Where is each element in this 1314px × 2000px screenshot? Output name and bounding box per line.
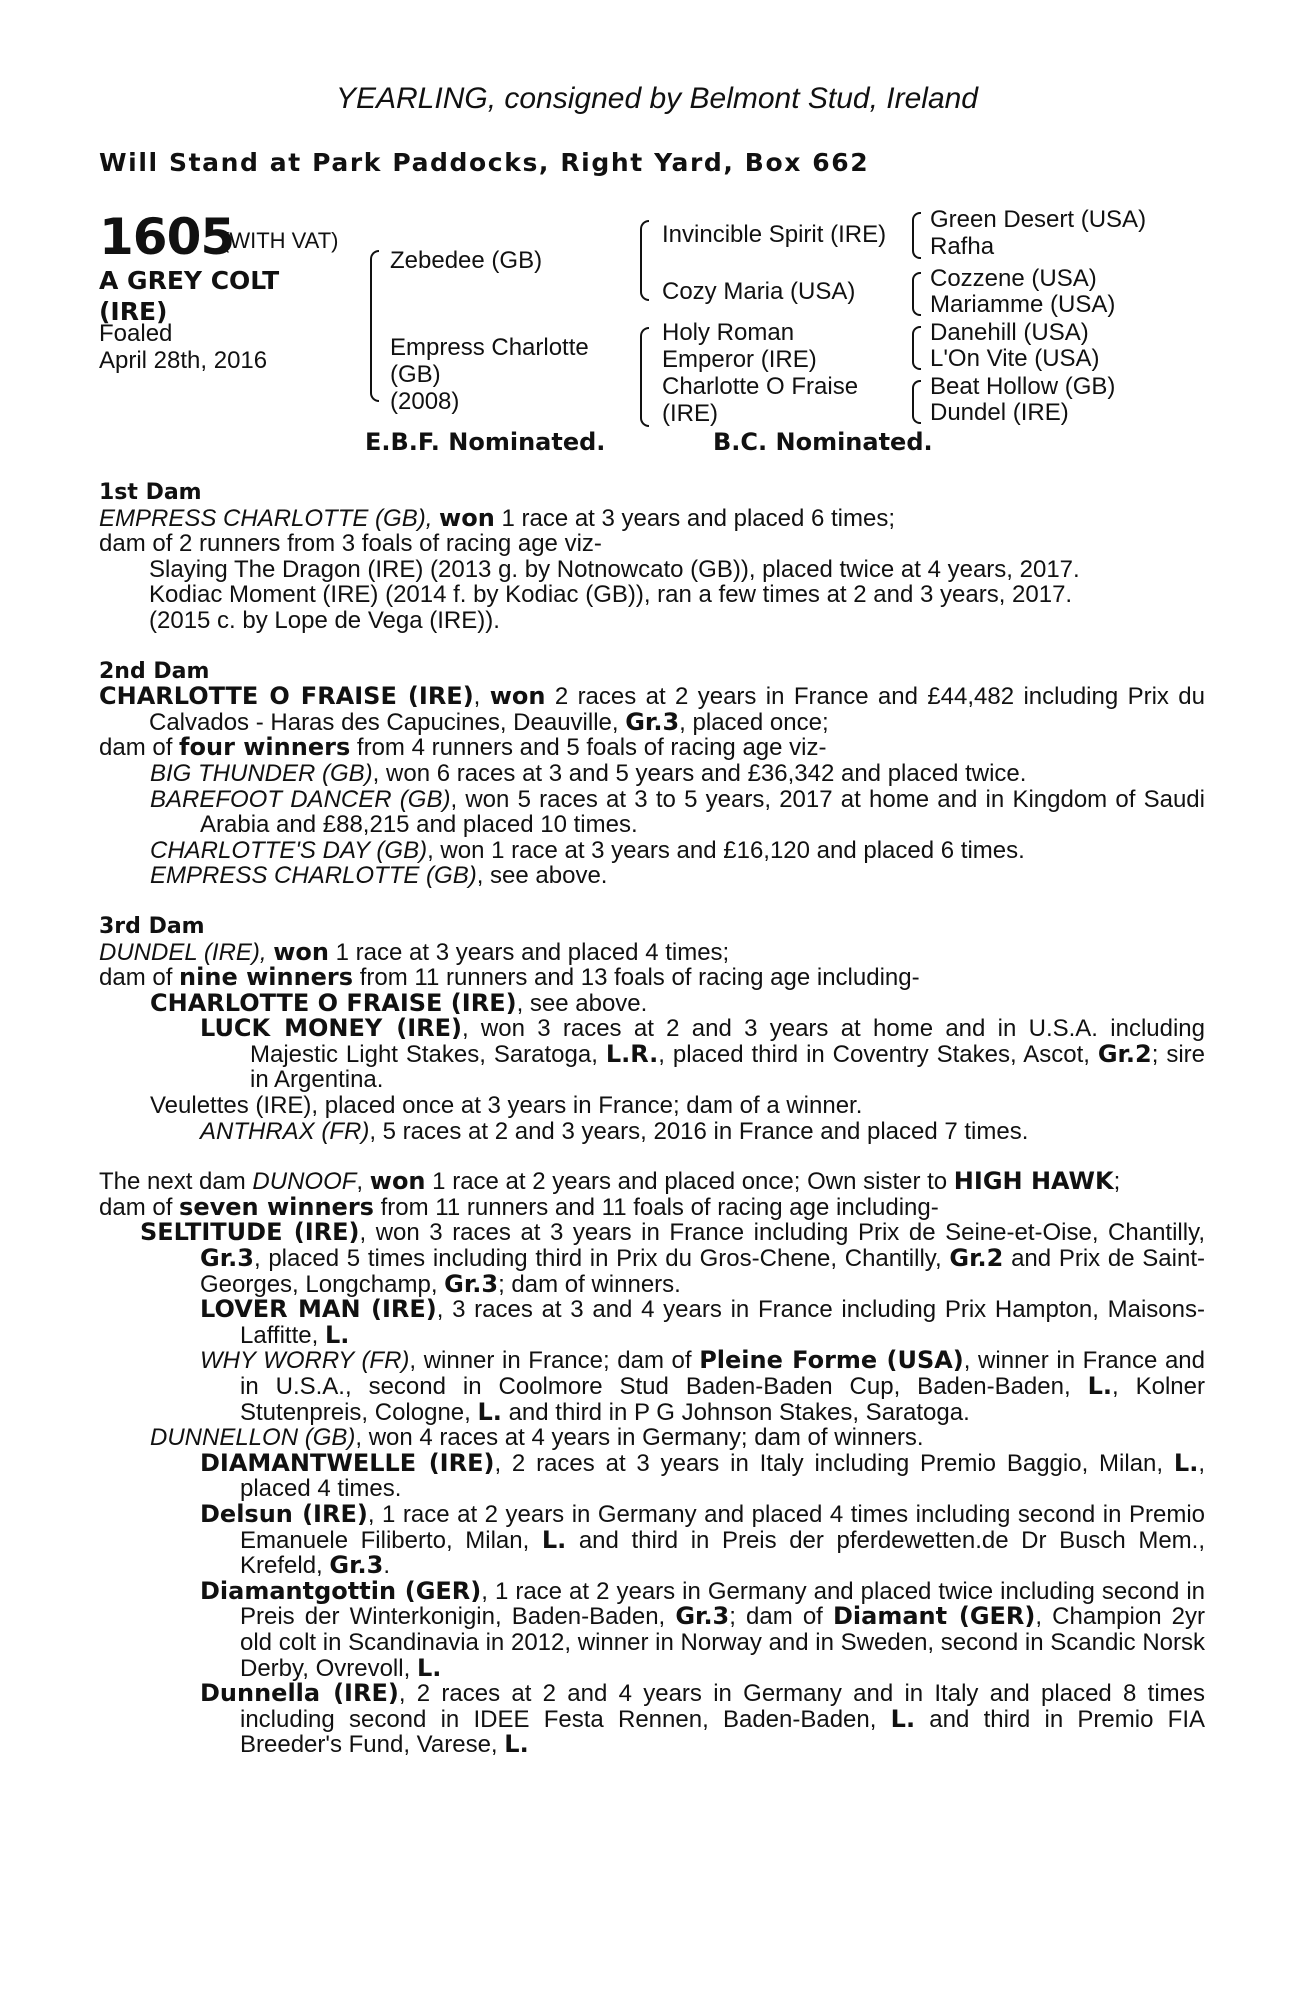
gen3-brace-3 [912, 326, 921, 370]
pedigree-sire-sire: Invincible Spirit (IRE) [662, 221, 887, 248]
first-dam-line: EMPRESS CHARLOTTE (GB), won 1 race at 3 years and placed 6 times; [99, 503, 896, 532]
next-dam-dunnellon: DUNNELLON (GB), won 4 races at 4 years in Germany; dam of winners. [150, 1424, 924, 1452]
second-dam-offspring-3: CHARLOTTE'S DAY (GB), won 1 race at 3 years and £16,120 and placed 6 times. [150, 836, 1025, 864]
pedigree-sire: Zebedee (GB) [390, 247, 543, 274]
first-dam-heading: 1st Dam [99, 480, 202, 505]
third-dam-offspring-4: ANTHRAX (FR), 5 races at 2 and 3 years, 2016 in France and placed 7 times. [200, 1117, 1029, 1145]
sex-line-2: (IRE) [99, 297, 168, 326]
dam-parents-brace [640, 327, 649, 427]
sire-dam-brace [370, 250, 379, 402]
gen3-brace-2 [912, 272, 921, 316]
foaled-info [99, 320, 267, 374]
first-dam-offspring-2: Kodiac Moment (IRE) (2014 f. by Kodiac (GB)), ran a few times at 2 and 3 years, 2017. [149, 581, 1073, 609]
second-dam-line: CHARLOTTE O FRAISE (IRE), won 2 races at 2 years in France and £44,482 including Prix du Calvados - Haras des Capucines, Deauville, Gr.3, placed once; [99, 682, 1205, 736]
second-dam-offspring-2: BAREFOOT DANCER (GB), won 5 races at 3 to 5 years, 2017 at home and in Kingdom of Saudi Arabia and £88,215 and placed 10 times. [150, 785, 1205, 839]
next-dam-line: The next dam DUNOOF, won 1 race at 2 years and placed once; Own sister to HIGH HAWK; [99, 1167, 1121, 1196]
gen3-brace-4 [912, 380, 921, 424]
second-dam-heading: 2nd Dam [99, 658, 210, 684]
pedigree-dam-sire: Holy Roman Emperor (IRE) [662, 319, 817, 373]
pedigree-sdd: Mariamme (USA) [930, 291, 1116, 318]
third-dam-produce: dam of nine winners from 11 runners and 13 foals of racing age including- [99, 963, 920, 992]
pedigree-ssd: Rafha [930, 233, 995, 260]
third-dam-heading: 3rd Dam [99, 913, 205, 939]
third-dam-line: DUNDEL (IRE), won 1 race at 3 years and placed 4 times; [99, 937, 730, 966]
pedigree-dss: Danehill (USA) [930, 319, 1089, 346]
lot-description [99, 265, 339, 327]
pedigree-dam: Empress Charlotte (GB) (2008) [390, 334, 589, 415]
pedigree-dsd: L'On Vite (USA) [930, 345, 1100, 372]
stand-location: Will Stand at Park Paddocks, Right Yard, Box 662 [99, 148, 870, 177]
sex-line-1: A GREY COLT [99, 266, 280, 295]
foaled-date: April 28th, 2016 [99, 347, 268, 374]
produce-record [99, 480, 1205, 1758]
dunnellon-delsun: Delsun (IRE), 1 race at 2 years in Germany and placed 4 times including second in Premio Emanuele Filiberto, Milan, L. and third in Preis der pferdewetten.de Dr Busch Mem., Krefeld, Gr.3. [200, 1499, 1206, 1580]
second-dam-produce: dam of four winners from 4 runners and 5 foals of racing age viz- [99, 733, 827, 762]
dunnellon-dunnella: Dunnella (IRE), 2 races at 2 and 4 years in Germany and in Italy and placed 8 times including second in IDEE Festa Rennen, Baden-Baden, L. and third in Premio FIA Breeder's Fund, Varese, L. [200, 1679, 1206, 1759]
third-dam-offspring-3: Veulettes (IRE), placed once at 3 years in France; dam of a winner. [150, 1092, 863, 1120]
next-dam-why-worry: WHY WORRY (FR), winner in France; dam of Pleine Forme (USA), winner in France and in U.S.A., second in Coolmore Stud Baden-Baden Cup, Baden-Baden, L., Kolner Stutenpreis, Cologne, L. and third in P G Johnson Stakes, Saratoga. [200, 1346, 1205, 1426]
next-dam-lover-man: LOVER MAN (IRE), 3 races at 3 and 4 years in France including Prix Hampton, Maisons-Laffitte, L. [200, 1295, 1205, 1349]
pedigree-sss: Green Desert (USA) [930, 206, 1147, 233]
third-dam-offspring-1: CHARLOTTE O FRAISE (IRE), see above. [150, 988, 648, 1017]
pedigree-dam-dam: Charlotte O Fraise (IRE) [662, 373, 859, 427]
next-dam-produce: dam of seven winners from 11 runners and 11 foals of racing age including- [99, 1192, 939, 1221]
first-dam-offspring-3: (2015 c. by Lope de Vega (IRE)). [149, 606, 500, 634]
ebf-nominated: E.B.F. Nominated. [365, 428, 606, 456]
pedigree-ddd: Dundel (IRE) [930, 399, 1069, 426]
next-dam-seltitude: SELTITUDE (IRE), won 3 races at 3 years in France including Prix de Seine-et-Oise, Chantilly, Gr.3, placed 5 times including third in Prix du Gros-Chene, Chantilly, Gr.2 and Prix de Saint-Georges, Longchamp, Gr.3; dam of winners. [140, 1218, 1205, 1298]
second-dam-offspring-1: BIG THUNDER (GB), won 6 races at 3 and 5 years and £36,342 and placed twice. [150, 759, 1027, 787]
second-dam-offspring-4: EMPRESS CHARLOTTE (GB), see above. [150, 862, 608, 890]
pedigree-sds: Cozzene (USA) [930, 265, 1097, 292]
lot-number: 1605 [99, 208, 235, 266]
first-dam-offspring-1: Slaying The Dragon (IRE) (2013 g. by Notnowcato (GB)), placed twice at 4 years, 2017. [149, 555, 1080, 583]
page-title: YEARLING, consigned by Belmont Stud, Ireland [335, 82, 978, 115]
dunnellon-diamantgottin: Diamantgottin (GER), 1 race at 2 years in Germany and placed twice including second in Preis der Winterkonigin, Baden-Baden, Gr.3; dam of Diamant (GER), Champion 2yr old colt in Scandinavia in 2012, winner in Norway and in Sweden, second in Scandic Norsk Derby, Ovrevoll, L. [200, 1576, 1206, 1682]
pedigree-dds: Beat Hollow (GB) [930, 373, 1116, 400]
bc-nominated: B.C. Nominated. [713, 428, 933, 456]
pedigree-sire-dam: Cozy Maria (USA) [662, 278, 856, 305]
dunnellon-diamantwelle: DIAMANTWELLE (IRE), 2 races at 3 years in Italy including Premio Baggio, Milan, L., placed 4 times. [200, 1448, 1205, 1503]
third-dam-offspring-2: LUCK MONEY (IRE), won 3 races at 2 and 3 years at home and in U.S.A. including Majestic Light Stakes, Saratoga, L.R., placed third in Coventry Stakes, Ascot, Gr.2; sire in Argentina. [200, 1014, 1205, 1094]
vat-note: (WITH VAT) [222, 228, 339, 253]
foaled-label: Foaled [99, 320, 173, 347]
first-dam-produce: dam of 2 runners from 3 foals of racing age viz- [99, 530, 602, 558]
gen3-brace-1 [912, 212, 921, 259]
sire-parents-brace [640, 220, 649, 301]
